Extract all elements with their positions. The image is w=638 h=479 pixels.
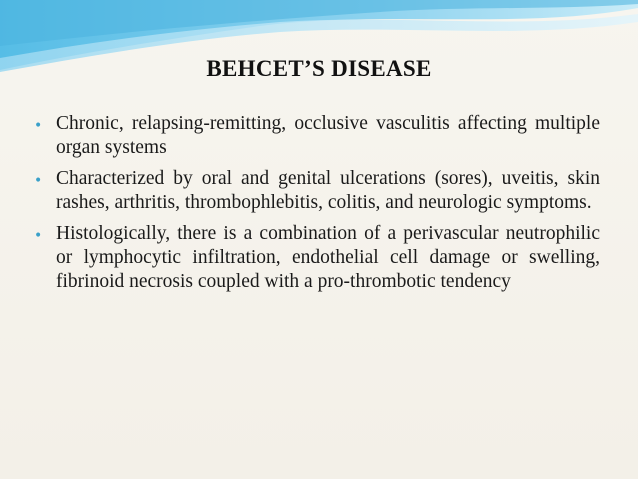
bullet-text: Chronic, relapsing-remitting, occlusive vasculitis affecting multiple organ systems [56, 113, 600, 158]
bullet-list [34, 112, 600, 301]
slide-title: BEHCET’S DISEASE [206, 56, 432, 81]
list-item [34, 167, 600, 215]
list-item [34, 112, 600, 160]
list-item [34, 222, 600, 294]
bullet-text: Characterized by oral and genital ulcerations (sores), uveitis, skin rashes, arthritis, thrombophlebitis, colitis, and neurologic symptoms. [56, 168, 600, 213]
bullet-text: Histologically, there is a combination of a perivascular neutrophilic or lymphocytic infiltration, endothelial cell damage or swelling, fibrinoid necrosis coupled with a pro-thrombotic tendency [56, 223, 600, 292]
bullet-dot-icon: • [34, 228, 43, 244]
bullet-dot-icon: • [34, 173, 43, 189]
bullet-dot-icon: • [34, 118, 43, 134]
